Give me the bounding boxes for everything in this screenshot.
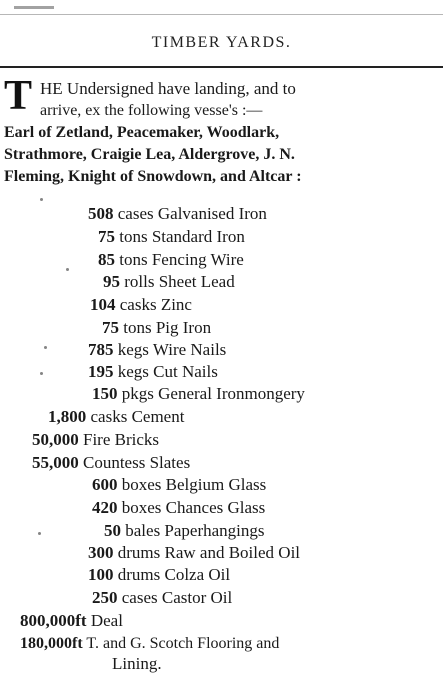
list-item <box>88 542 300 564</box>
item-quantity: 150 <box>92 384 118 403</box>
list-item <box>92 497 265 519</box>
list-item <box>103 271 235 293</box>
item-description: boxes Chances Glass <box>121 498 266 517</box>
list-item <box>102 317 211 339</box>
intro-line-4: Strathmore, Craigie Lea, Aldergrove, J. N. <box>4 146 295 163</box>
item-description: drums Raw and Boiled Oil <box>117 543 301 562</box>
heading-divider <box>0 66 443 68</box>
list-item <box>88 339 226 361</box>
item-description: Countess Slates <box>83 453 191 472</box>
item-quantity: 75 <box>102 318 119 337</box>
item-description: rolls Sheet Lead <box>124 272 235 291</box>
drop-cap: T <box>4 73 33 119</box>
item-quantity: 785 <box>88 340 114 359</box>
item-quantity: 85 <box>98 250 115 269</box>
item-description: cases Galvanised Iron <box>117 204 267 223</box>
item-quantity: 800,000ft <box>20 611 87 630</box>
list-item <box>92 383 305 405</box>
list-item <box>98 226 245 248</box>
list-item-continuation: Lining. <box>112 654 162 673</box>
item-quantity: 100 <box>88 565 114 584</box>
item-description: casks Cement <box>90 407 185 426</box>
item-description: T. and G. Scotch Flooring and <box>86 635 280 652</box>
list-item <box>88 203 267 225</box>
list-item <box>92 474 266 496</box>
intro-line-3: Earl of Zetland, Peacemaker, Woodlark, <box>4 124 280 141</box>
ink-speck <box>38 532 41 535</box>
item-description: Fire Bricks <box>83 430 160 449</box>
item-quantity: 600 <box>92 475 118 494</box>
item-description: kegs Cut Nails <box>117 362 218 381</box>
list-item <box>32 452 190 474</box>
item-quantity: 300 <box>88 543 114 562</box>
list-item <box>90 294 192 316</box>
list-item <box>92 587 232 609</box>
top-ink-mark <box>14 6 54 9</box>
item-quantity: 75 <box>98 227 115 246</box>
list-item <box>88 361 218 383</box>
item-description: tons Fencing Wire <box>119 250 244 269</box>
item-description: Deal <box>90 611 123 630</box>
item-quantity: 55,000 <box>32 453 79 472</box>
item-description: tons Standard Iron <box>119 227 245 246</box>
section-heading: TIMBER YARDS. <box>151 34 292 51</box>
item-description: boxes Belgium Glass <box>121 475 267 494</box>
list-item <box>20 633 279 655</box>
item-description: drums Colza Oil <box>117 565 231 584</box>
intro-line-5: Fleming, Knight of Snowdown, and Altcar : <box>4 168 302 185</box>
item-description: bales Paperhangings <box>125 521 265 540</box>
item-quantity: 1,800 <box>48 407 87 426</box>
list-item <box>20 610 123 632</box>
intro-line-1: HE Undersigned have landing, and to <box>40 79 296 98</box>
item-quantity: 420 <box>92 498 118 517</box>
item-quantity: 180,000ft <box>20 635 83 652</box>
ink-speck <box>66 268 69 271</box>
item-quantity: 104 <box>90 295 116 314</box>
item-quantity: 50 <box>104 521 121 540</box>
list-item <box>48 406 184 428</box>
top-rule <box>0 14 443 15</box>
list-item <box>88 564 230 586</box>
item-quantity: 195 <box>88 362 114 381</box>
item-description: cases Castor Oil <box>121 588 233 607</box>
intro-line-2: arrive, ex the following vesse's :— <box>40 102 263 119</box>
item-quantity: 250 <box>92 588 118 607</box>
item-quantity: 508 <box>88 204 114 223</box>
list-item <box>98 249 244 271</box>
ink-speck <box>40 198 43 201</box>
item-quantity: 95 <box>103 272 120 291</box>
list-item <box>104 520 265 542</box>
item-quantity: 50,000 <box>32 430 79 449</box>
ink-speck <box>40 372 43 375</box>
ink-speck <box>44 346 47 349</box>
item-description: casks Zinc <box>119 295 192 314</box>
item-description: tons Pig Iron <box>123 318 212 337</box>
list-item <box>32 429 159 451</box>
item-description: pkgs General Ironmongery <box>121 384 305 403</box>
item-description: kegs Wire Nails <box>117 340 227 359</box>
